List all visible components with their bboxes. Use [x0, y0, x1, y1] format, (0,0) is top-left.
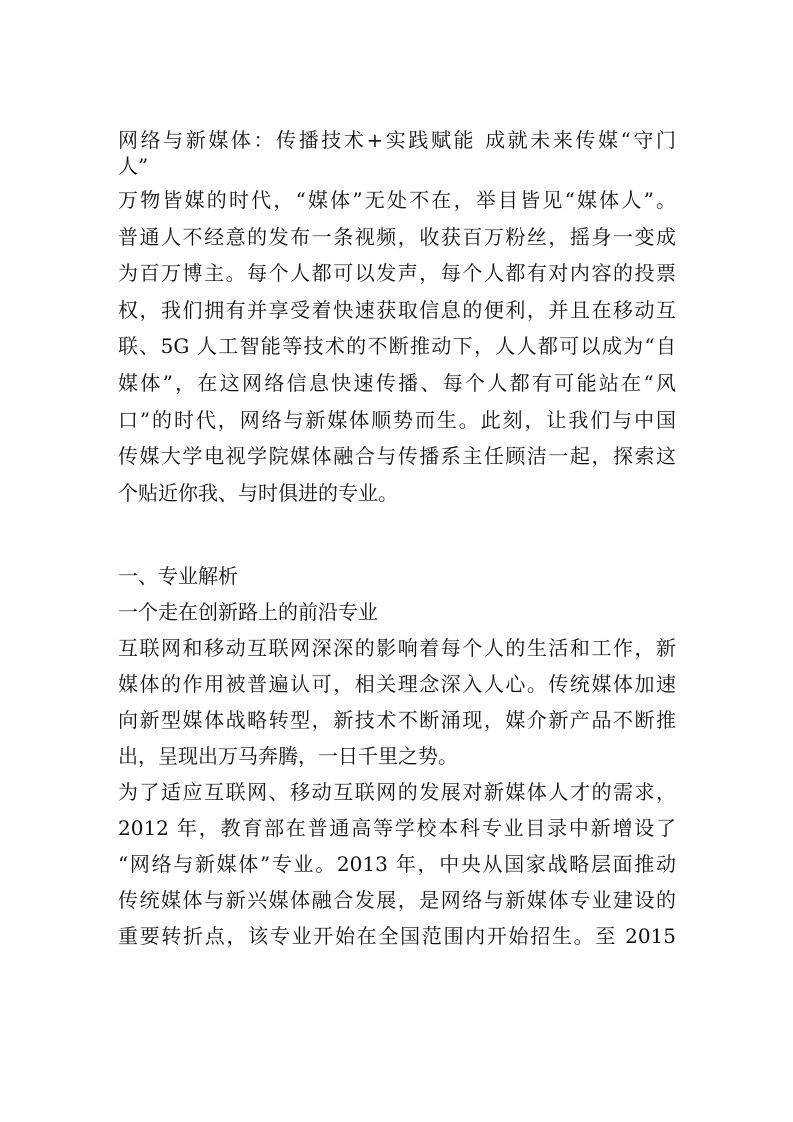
body-text-line: 传统媒体与新兴媒体融合发展，是网络与新媒体专业建设的 [118, 888, 676, 912]
article-title-line: 网络与新媒体：传播技术+实践赋能 成就未来传媒“守门 [118, 128, 676, 152]
body-text-line: “网络与新媒体”专业。2013 年，中央从国家战略层面推动 [118, 852, 676, 876]
body-text-line: 万物皆媒的时代，“媒体”无处不在，举目皆见“媒体人”。 [118, 188, 676, 212]
body-text-line: 联、5G 人工智能等技术的不断推动下，人人都可以成为“自 [118, 334, 676, 359]
body-text-line: 为百万博主。每个人都可以发声，每个人都有对内容的投票 [118, 261, 676, 286]
body-text-line: 个贴近你我、与时俱进的专业。 [118, 480, 398, 505]
body-text-line: 口”的时代，网络与新媒体顺势而生。此刻，让我们与中国 [118, 407, 676, 432]
body-text-line: 传媒大学电视学院媒体融合与传播系主任顾洁一起，探索这 [118, 444, 676, 469]
article-title-line: 人” [118, 154, 149, 178]
body-text-line: 媒体”，在这网络信息快速传播、每个人都有可能站在“风 [118, 371, 676, 395]
body-text-line: 出，呈现出万马奔腾，一日千里之势。 [118, 744, 458, 768]
body-text-line: 普通人不经意的发布一条视频，收获百万粉丝，摇身一变成 [118, 224, 676, 249]
body-text-line: 2012 年，教育部在普通高等学校本科专业目录中新增设了 [118, 816, 676, 840]
body-text-line: 重要转折点，该专业开始在全国范围内开始招生。至 2015 [118, 924, 676, 948]
body-text-line: 互联网和移动互联网深深的影响着每个人的生活和工作，新 [118, 636, 676, 660]
body-text-line: 媒体的作用被普遍认可，相关理念深入人心。传统媒体加速 [118, 672, 676, 696]
body-text-line: 向新型媒体战略转型，新技术不断涌现，媒介新产品不断推 [118, 708, 676, 732]
body-text-line: 权，我们拥有并享受着快速获取信息的便利，并且在移动互 [118, 297, 676, 322]
subsection-heading: 一个走在创新路上的前沿专业 [118, 600, 378, 624]
section-heading: 一、专业解析 [118, 564, 238, 588]
body-text-line: 为了适应互联网、移动互联网的发展对新媒体人才的需求， [118, 780, 676, 804]
